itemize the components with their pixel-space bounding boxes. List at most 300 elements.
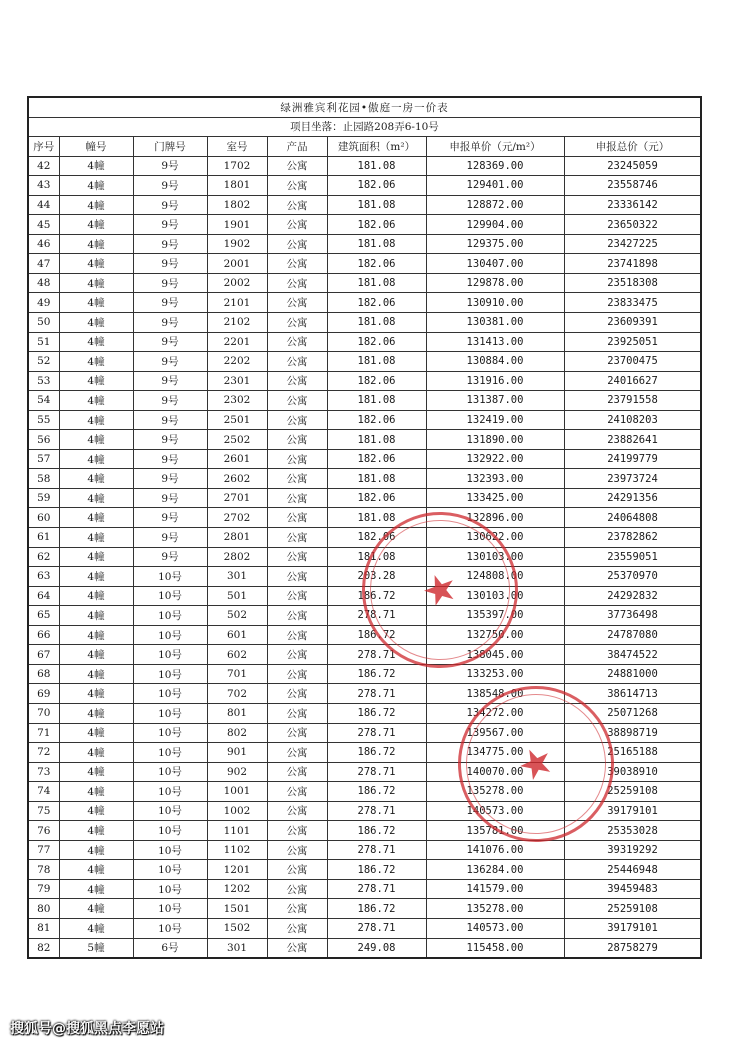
table-row [28, 743, 701, 763]
column-header: 门牌号 [133, 137, 207, 157]
unit-price-cell: 140573.00 [426, 918, 564, 938]
room-cell: 2601 [207, 449, 267, 469]
room-cell: 1202 [207, 879, 267, 899]
column-header: 申报总价（元） [564, 137, 701, 157]
building-cell: 4幢 [59, 391, 133, 411]
room-cell: 901 [207, 743, 267, 763]
unit-price-cell: 134272.00 [426, 703, 564, 723]
total-price-cell: 24108203 [564, 410, 701, 430]
product-cell: 公寓 [267, 743, 327, 763]
total-price-cell: 23245059 [564, 156, 701, 176]
room-cell: 602 [207, 645, 267, 665]
unit-price-cell: 133425.00 [426, 488, 564, 508]
table-row [28, 860, 701, 880]
door-cell: 9号 [133, 391, 207, 411]
room-cell: 2301 [207, 371, 267, 391]
product-cell: 公寓 [267, 801, 327, 821]
door-cell: 10号 [133, 723, 207, 743]
building-cell: 4幢 [59, 528, 133, 548]
project-location: 项目坐落：止园路208弄6-10号 [28, 117, 701, 137]
seq-cell: 61 [28, 528, 59, 548]
unit-price-cell: 128872.00 [426, 195, 564, 215]
unit-price-cell: 141076.00 [426, 840, 564, 860]
door-cell: 10号 [133, 821, 207, 841]
unit-price-cell: 135781.00 [426, 821, 564, 841]
building-cell: 4幢 [59, 332, 133, 352]
total-price-cell: 23558746 [564, 176, 701, 196]
area-cell: 181.08 [327, 352, 426, 372]
door-cell: 9号 [133, 528, 207, 548]
seq-cell: 67 [28, 645, 59, 665]
product-cell: 公寓 [267, 254, 327, 274]
total-price-cell: 23782862 [564, 528, 701, 548]
building-cell: 4幢 [59, 821, 133, 841]
door-cell: 9号 [133, 332, 207, 352]
door-cell: 9号 [133, 410, 207, 430]
unit-price-cell: 132750.00 [426, 625, 564, 645]
column-header: 幢号 [59, 137, 133, 157]
door-cell: 10号 [133, 762, 207, 782]
price-table [27, 96, 702, 959]
total-price-cell: 39179101 [564, 801, 701, 821]
total-price-cell: 24881000 [564, 664, 701, 684]
column-header: 产品 [267, 137, 327, 157]
room-cell: 1502 [207, 918, 267, 938]
building-cell: 4幢 [59, 801, 133, 821]
total-price-cell: 25446948 [564, 860, 701, 880]
unit-price-cell: 132896.00 [426, 508, 564, 528]
table-row [28, 918, 701, 938]
room-cell: 701 [207, 664, 267, 684]
total-price-cell: 23518308 [564, 273, 701, 293]
building-cell: 4幢 [59, 273, 133, 293]
product-cell: 公寓 [267, 723, 327, 743]
room-cell: 1001 [207, 782, 267, 802]
total-price-cell: 39179101 [564, 918, 701, 938]
product-cell: 公寓 [267, 703, 327, 723]
seq-cell: 75 [28, 801, 59, 821]
total-price-cell: 39038910 [564, 762, 701, 782]
table-row [28, 234, 701, 254]
product-cell: 公寓 [267, 293, 327, 313]
product-cell: 公寓 [267, 313, 327, 333]
total-price-cell: 23741898 [564, 254, 701, 274]
area-cell: 182.06 [327, 449, 426, 469]
building-cell: 4幢 [59, 410, 133, 430]
door-cell: 9号 [133, 430, 207, 450]
building-cell: 4幢 [59, 469, 133, 489]
table-row [28, 703, 701, 723]
unit-price-cell: 129878.00 [426, 273, 564, 293]
room-cell: 2102 [207, 313, 267, 333]
unit-price-cell: 138045.00 [426, 645, 564, 665]
seal-star-icon: ★ [415, 562, 465, 618]
door-cell: 9号 [133, 508, 207, 528]
unit-price-cell: 135278.00 [426, 782, 564, 802]
area-cell: 181.08 [327, 547, 426, 567]
table-row [28, 313, 701, 333]
unit-price-cell: 140573.00 [426, 801, 564, 821]
table-row [28, 625, 701, 645]
room-cell: 601 [207, 625, 267, 645]
room-cell: 1901 [207, 215, 267, 235]
area-cell: 186.72 [327, 743, 426, 763]
building-cell: 4幢 [59, 547, 133, 567]
table-row [28, 645, 701, 665]
total-price-cell: 39319292 [564, 840, 701, 860]
seq-cell: 53 [28, 371, 59, 391]
room-cell: 2002 [207, 273, 267, 293]
building-cell: 4幢 [59, 664, 133, 684]
area-cell: 186.72 [327, 821, 426, 841]
room-cell: 2201 [207, 332, 267, 352]
room-cell: 902 [207, 762, 267, 782]
area-cell: 182.06 [327, 528, 426, 548]
room-cell: 1201 [207, 860, 267, 880]
table-row [28, 567, 701, 587]
building-cell: 4幢 [59, 918, 133, 938]
unit-price-cell: 138548.00 [426, 684, 564, 704]
table-title: 绿洲雅宾利花园•傲庭一房一价表 [28, 97, 701, 117]
product-cell: 公寓 [267, 938, 327, 958]
door-cell: 10号 [133, 801, 207, 821]
seq-cell: 52 [28, 352, 59, 372]
table-row [28, 528, 701, 548]
room-cell: 2501 [207, 410, 267, 430]
unit-price-cell: 131413.00 [426, 332, 564, 352]
seq-cell: 58 [28, 469, 59, 489]
total-price-cell: 28758279 [564, 938, 701, 958]
room-cell: 1501 [207, 899, 267, 919]
unit-price-cell: 130884.00 [426, 352, 564, 372]
building-cell: 4幢 [59, 195, 133, 215]
area-cell: 278.71 [327, 723, 426, 743]
building-cell: 4幢 [59, 176, 133, 196]
seal-star-icon: ★ [510, 735, 562, 793]
building-cell: 4幢 [59, 371, 133, 391]
unit-price-cell: 130381.00 [426, 313, 564, 333]
room-cell: 301 [207, 567, 267, 587]
product-cell: 公寓 [267, 156, 327, 176]
room-cell: 2701 [207, 488, 267, 508]
room-cell: 501 [207, 586, 267, 606]
unit-price-cell: 130103.00 [426, 547, 564, 567]
seq-cell: 65 [28, 606, 59, 626]
room-cell: 1702 [207, 156, 267, 176]
seq-cell: 56 [28, 430, 59, 450]
table-row [28, 195, 701, 215]
door-cell: 9号 [133, 215, 207, 235]
area-cell: 186.72 [327, 625, 426, 645]
product-cell: 公寓 [267, 918, 327, 938]
building-cell: 4幢 [59, 586, 133, 606]
table-row [28, 782, 701, 802]
seq-cell: 76 [28, 821, 59, 841]
unit-price-cell: 135397.00 [426, 606, 564, 626]
total-price-cell: 23925051 [564, 332, 701, 352]
door-cell: 10号 [133, 567, 207, 587]
seq-cell: 60 [28, 508, 59, 528]
product-cell: 公寓 [267, 528, 327, 548]
table-row [28, 821, 701, 841]
table-row [28, 391, 701, 411]
total-price-cell: 23700475 [564, 352, 701, 372]
total-price-cell: 24787080 [564, 625, 701, 645]
product-cell: 公寓 [267, 606, 327, 626]
seq-cell: 82 [28, 938, 59, 958]
product-cell: 公寓 [267, 352, 327, 372]
product-cell: 公寓 [267, 567, 327, 587]
total-price-cell: 25071268 [564, 703, 701, 723]
seq-cell: 80 [28, 899, 59, 919]
door-cell: 9号 [133, 371, 207, 391]
table-row [28, 840, 701, 860]
room-cell: 1902 [207, 234, 267, 254]
door-cell: 9号 [133, 488, 207, 508]
room-cell: 1101 [207, 821, 267, 841]
unit-price-cell: 139567.00 [426, 723, 564, 743]
product-cell: 公寓 [267, 410, 327, 430]
seq-cell: 79 [28, 879, 59, 899]
seq-cell: 73 [28, 762, 59, 782]
area-cell: 181.08 [327, 508, 426, 528]
area-cell: 182.06 [327, 332, 426, 352]
area-cell: 182.06 [327, 371, 426, 391]
product-cell: 公寓 [267, 449, 327, 469]
building-cell: 4幢 [59, 352, 133, 372]
door-cell: 9号 [133, 254, 207, 274]
product-cell: 公寓 [267, 762, 327, 782]
header-row [28, 137, 701, 157]
area-cell: 181.08 [327, 430, 426, 450]
unit-price-cell: 129401.00 [426, 176, 564, 196]
unit-price-cell: 130103.00 [426, 586, 564, 606]
unit-price-cell: 131387.00 [426, 391, 564, 411]
building-cell: 4幢 [59, 488, 133, 508]
room-cell: 2302 [207, 391, 267, 411]
total-price-cell: 24292832 [564, 586, 701, 606]
area-cell: 182.06 [327, 293, 426, 313]
total-price-cell: 25370970 [564, 567, 701, 587]
unit-price-cell: 136284.00 [426, 860, 564, 880]
unit-price-cell: 140070.00 [426, 762, 564, 782]
building-cell: 4幢 [59, 860, 133, 880]
table-row [28, 664, 701, 684]
seq-cell: 42 [28, 156, 59, 176]
building-cell: 4幢 [59, 449, 133, 469]
unit-price-cell: 128369.00 [426, 156, 564, 176]
unit-price-cell: 133253.00 [426, 664, 564, 684]
total-price-cell: 25165188 [564, 743, 701, 763]
door-cell: 10号 [133, 586, 207, 606]
building-cell: 4幢 [59, 293, 133, 313]
unit-price-cell: 141579.00 [426, 879, 564, 899]
door-cell: 9号 [133, 273, 207, 293]
product-cell: 公寓 [267, 684, 327, 704]
table-row [28, 254, 701, 274]
seq-cell: 66 [28, 625, 59, 645]
unit-price-cell: 129375.00 [426, 234, 564, 254]
total-price-cell: 24291356 [564, 488, 701, 508]
table-row [28, 684, 701, 704]
door-cell: 9号 [133, 352, 207, 372]
table-row [28, 352, 701, 372]
total-price-cell: 25259108 [564, 899, 701, 919]
seq-cell: 48 [28, 273, 59, 293]
door-cell: 9号 [133, 313, 207, 333]
total-price-cell: 23427225 [564, 234, 701, 254]
door-cell: 10号 [133, 899, 207, 919]
unit-price-cell: 132922.00 [426, 449, 564, 469]
door-cell: 10号 [133, 625, 207, 645]
building-cell: 4幢 [59, 254, 133, 274]
area-cell: 181.08 [327, 273, 426, 293]
table-row [28, 273, 701, 293]
area-cell: 181.08 [327, 391, 426, 411]
total-price-cell: 38474522 [564, 645, 701, 665]
area-cell: 278.71 [327, 879, 426, 899]
table-row [28, 879, 701, 899]
door-cell: 10号 [133, 840, 207, 860]
product-cell: 公寓 [267, 860, 327, 880]
product-cell: 公寓 [267, 586, 327, 606]
product-cell: 公寓 [267, 508, 327, 528]
table-row [28, 762, 701, 782]
product-cell: 公寓 [267, 547, 327, 567]
seq-cell: 74 [28, 782, 59, 802]
building-cell: 4幢 [59, 430, 133, 450]
price-list-sheet [27, 96, 693, 959]
room-cell: 2801 [207, 528, 267, 548]
total-price-cell: 38898719 [564, 723, 701, 743]
product-cell: 公寓 [267, 273, 327, 293]
seq-cell: 70 [28, 703, 59, 723]
door-cell: 10号 [133, 879, 207, 899]
total-price-cell: 24064808 [564, 508, 701, 528]
room-cell: 1102 [207, 840, 267, 860]
total-price-cell: 23559051 [564, 547, 701, 567]
door-cell: 9号 [133, 547, 207, 567]
product-cell: 公寓 [267, 215, 327, 235]
product-cell: 公寓 [267, 234, 327, 254]
product-cell: 公寓 [267, 821, 327, 841]
door-cell: 10号 [133, 664, 207, 684]
column-header: 序号 [28, 137, 59, 157]
table-row [28, 508, 701, 528]
area-cell: 186.72 [327, 899, 426, 919]
table-row [28, 371, 701, 391]
unit-price-cell: 130622.00 [426, 528, 564, 548]
room-cell: 2702 [207, 508, 267, 528]
total-price-cell: 37736498 [564, 606, 701, 626]
seq-cell: 71 [28, 723, 59, 743]
column-header: 建筑面积（m²） [327, 137, 426, 157]
watermark: 搜狐号@搜狐黑点李愿站 [10, 1021, 164, 1037]
table-row [28, 899, 701, 919]
total-price-cell: 23833475 [564, 293, 701, 313]
seq-cell: 45 [28, 215, 59, 235]
seq-cell: 44 [28, 195, 59, 215]
area-cell: 278.71 [327, 840, 426, 860]
unit-price-cell: 130407.00 [426, 254, 564, 274]
seq-cell: 55 [28, 410, 59, 430]
table-row [28, 606, 701, 626]
unit-price-cell: 129904.00 [426, 215, 564, 235]
total-price-cell: 38614713 [564, 684, 701, 704]
area-cell: 182.06 [327, 488, 426, 508]
area-cell: 249.08 [327, 938, 426, 958]
door-cell: 10号 [133, 860, 207, 880]
table-row [28, 801, 701, 821]
building-cell: 4幢 [59, 782, 133, 802]
seq-cell: 51 [28, 332, 59, 352]
area-cell: 278.71 [327, 645, 426, 665]
area-cell: 186.72 [327, 664, 426, 684]
room-cell: 2202 [207, 352, 267, 372]
door-cell: 9号 [133, 195, 207, 215]
total-price-cell: 23609391 [564, 313, 701, 333]
table-row [28, 938, 701, 958]
product-cell: 公寓 [267, 879, 327, 899]
total-price-cell: 24016627 [564, 371, 701, 391]
total-price-cell: 24199779 [564, 449, 701, 469]
total-price-cell: 39459483 [564, 879, 701, 899]
area-cell: 186.72 [327, 860, 426, 880]
area-cell: 182.06 [327, 215, 426, 235]
seq-cell: 57 [28, 449, 59, 469]
total-price-cell: 25353028 [564, 821, 701, 841]
unit-price-cell: 115458.00 [426, 938, 564, 958]
room-cell: 702 [207, 684, 267, 704]
seq-cell: 49 [28, 293, 59, 313]
unit-price-cell: 130910.00 [426, 293, 564, 313]
seq-cell: 43 [28, 176, 59, 196]
table-row [28, 332, 701, 352]
room-cell: 1802 [207, 195, 267, 215]
building-cell: 4幢 [59, 234, 133, 254]
building-cell: 4幢 [59, 215, 133, 235]
area-cell: 186.72 [327, 703, 426, 723]
building-cell: 4幢 [59, 645, 133, 665]
area-cell: 203.28 [327, 567, 426, 587]
product-cell: 公寓 [267, 840, 327, 860]
seq-cell: 68 [28, 664, 59, 684]
product-cell: 公寓 [267, 391, 327, 411]
door-cell: 10号 [133, 645, 207, 665]
building-cell: 4幢 [59, 840, 133, 860]
building-cell: 4幢 [59, 703, 133, 723]
building-cell: 4幢 [59, 899, 133, 919]
building-cell: 4幢 [59, 313, 133, 333]
seq-cell: 54 [28, 391, 59, 411]
table-row [28, 586, 701, 606]
unit-price-cell: 135278.00 [426, 899, 564, 919]
door-cell: 9号 [133, 469, 207, 489]
building-cell: 4幢 [59, 723, 133, 743]
seq-cell: 59 [28, 488, 59, 508]
area-cell: 278.71 [327, 762, 426, 782]
column-header: 申报单价（元/m²） [426, 137, 564, 157]
unit-price-cell: 131916.00 [426, 371, 564, 391]
seq-cell: 63 [28, 567, 59, 587]
total-price-cell: 23882641 [564, 430, 701, 450]
building-cell: 4幢 [59, 879, 133, 899]
table-row [28, 156, 701, 176]
area-cell: 182.06 [327, 254, 426, 274]
table-row [28, 723, 701, 743]
product-cell: 公寓 [267, 899, 327, 919]
table-row [28, 176, 701, 196]
